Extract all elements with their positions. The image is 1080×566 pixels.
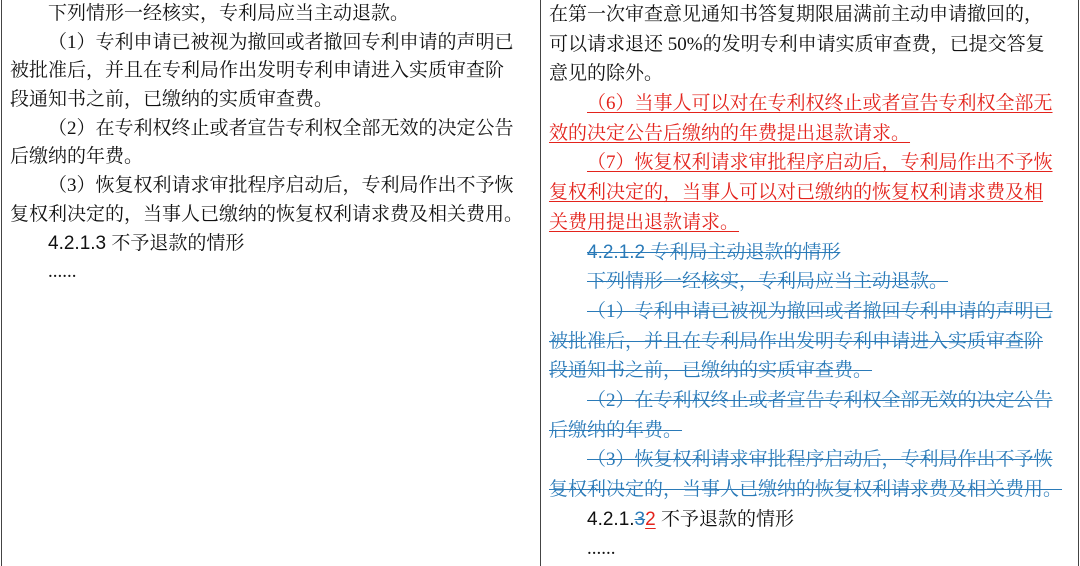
text-line [10,57,540,86]
text-line [549,327,1078,357]
text-line [549,119,1078,149]
text-run: 被批准后，并且在专利局作出发明专利申请进入实质审查阶 [10,60,505,82]
inserted-text: 2 [645,508,656,530]
text-run: 4.2.1. [587,508,635,530]
text-line [10,86,540,115]
inserted-text: 关费用提出退款请求。 [549,211,740,233]
text-line [10,201,540,230]
deleted-text: 下列情形一经核实，专利局应当主动退款。 [587,271,949,293]
text-run: 4.2.1.3 不予退款的情形 [48,232,245,254]
deleted-text: 段通知书之前，已缴纳的实质审查费。 [549,360,873,382]
text-line [549,267,1078,297]
text-run: （3）恢复权利请求审批程序启动后，专利局作出不予恢 [48,175,514,197]
deleted-text: （3）恢复权利请求审批程序启动后，专利局作出不予恢 [587,449,1053,471]
text-line [10,143,540,172]
text-line [549,505,1078,535]
text-line [549,356,1078,386]
text-run: 不予退款的情形 [655,508,794,530]
section-heading [549,505,1078,535]
inserted-text: （6）当事人可以对在专利权终止或者宣告专利权全部无 [587,93,1053,115]
paragraph [549,148,1078,237]
paragraph [549,267,1078,297]
text-line [549,59,1078,89]
text-line [10,258,540,287]
text-line [10,29,540,58]
text-line [549,148,1078,178]
paragraph [549,534,1078,564]
text-line [549,445,1078,475]
section-heading [549,238,1078,268]
deleted-text: 复权利决定的，当事人已缴纳的恢复权利请求费及相关费用。 [549,479,1063,500]
text-line [549,416,1078,446]
text-line [10,115,540,144]
paragraph [549,386,1078,445]
revised-text-column [541,0,1078,566]
text-run: ...... [587,538,616,560]
paragraph [10,29,540,115]
text-run: 意见的除外。 [549,63,664,85]
deleted-text: 4.2.1.2 专利局主动退款的情形 [587,241,841,263]
text-run: 在第一次审查意见通知书答复期限届满前主动申请撤回的， [549,4,1044,25]
paragraph [549,89,1078,148]
paragraph [549,0,1078,89]
text-line [10,172,540,201]
text-run: 可以请求退还 50%的发明专利申请实质审查费，已提交答复 [549,33,1045,55]
text-line [10,230,540,259]
original-text-column [2,0,541,566]
inserted-text: （7）恢复权利请求审批程序启动后，专利局作出不予恢 [587,152,1053,174]
text-run: 复权利决定的，当事人已缴纳的恢复权利请求费及相关费用。 [10,203,524,225]
inserted-text: 效的决定公告后缴纳的年费提出退款请求。 [549,122,911,144]
text-run: （2）在专利权终止或者宣告专利权全部无效的决定公告 [48,117,514,139]
text-line [549,89,1078,119]
paragraph [549,445,1078,504]
inserted-text: 复权利决定的，当事人可以对已缴纳的恢复权利请求费及相 [549,182,1044,204]
text-line [549,208,1078,238]
text-line [549,475,1078,505]
text-line [549,0,1078,30]
deleted-text: （1）专利申请已被视为撤回或者撤回专利申请的声明已 [587,300,1053,322]
text-line [549,534,1078,564]
text-line [549,30,1078,60]
paragraph [10,258,540,287]
text-line [549,238,1078,268]
comparison-table [1,0,1079,566]
paragraph [10,172,540,229]
text-run: 段通知书之前，已缴纳的实质审查费。 [10,89,334,111]
deleted-text: 3 [634,508,646,530]
paragraph [10,0,540,29]
text-run: 下列情形一经核实，专利局应当主动退款。 [48,3,410,24]
paragraph [10,115,540,172]
text-run: 后缴纳的年费。 [10,146,144,168]
deleted-text: 被批准后，并且在专利局作出发明专利申请进入实质审查阶 [549,330,1044,352]
text-line [549,297,1078,327]
text-run: （1）专利申请已被视为撤回或者撤回专利申请的声明已 [48,31,514,53]
section-heading [10,230,540,259]
text-line [549,386,1078,416]
text-line [10,0,540,29]
deleted-text: （2）在专利权终止或者宣告专利权全部无效的决定公告 [587,389,1053,411]
text-line [549,178,1078,208]
text-run: ...... [48,261,77,283]
paragraph [549,297,1078,386]
deleted-text: 后缴纳的年费。 [549,419,683,441]
